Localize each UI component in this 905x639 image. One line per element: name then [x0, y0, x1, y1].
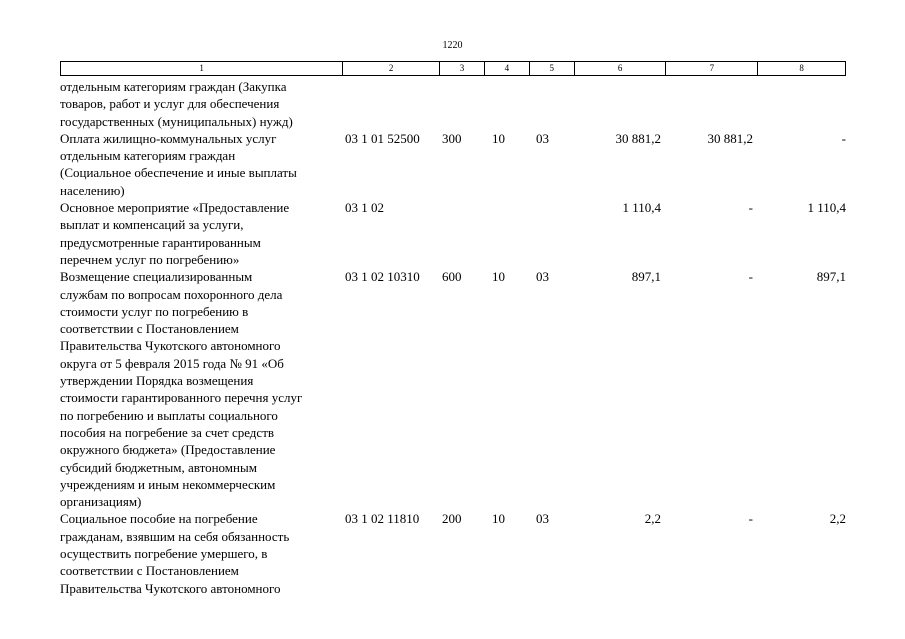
row-code: 03 1 02 10310	[345, 269, 420, 285]
row-rz: 10	[492, 269, 505, 285]
row-sum-7: -	[748, 511, 753, 527]
row-vr	[440, 199, 485, 268]
row-rz: 10	[492, 511, 505, 527]
row-sum-6	[575, 78, 667, 130]
row-sum-8: 897,1	[816, 269, 846, 285]
table-row	[60, 510, 846, 596]
row-code	[343, 78, 440, 130]
column-header-6: 6	[575, 62, 667, 75]
row-vr: 200	[442, 511, 462, 527]
row-sum-8: -	[841, 130, 846, 146]
row-code: 03 1 02	[345, 200, 384, 216]
row-code: 03 1 02 11810	[345, 511, 420, 527]
row-name: Возмещение специализированным службам по вопросам похоронного дела стоимости услуг по погребению в соответствии с Постановлением Правительства Чукотского автономного округа от 5 февраля 2015 года № 91 «Об утверждении Порядка возмещения стоимости гарантированного перечня услуг по погребению и выплаты социального пособия на погребение за счет средств окружного бюджета» (Предоставление субсидий бюджетным, автономным учреждениям и иным некоммерческим организациям)	[60, 269, 303, 510]
row-sum-6: 2,2	[644, 511, 661, 527]
row-rz	[485, 199, 530, 268]
row-sum-6: 30 881,2	[615, 130, 661, 146]
row-vr	[440, 78, 485, 130]
row-name: Социальное пособие на погребение гражданам, взявшим на себя обязанность осуществить погребение умершего, в соответствии с Постановлением Правительства Чукотского автономного	[60, 511, 290, 596]
row-sum-7	[667, 78, 759, 130]
table-body	[60, 78, 846, 597]
row-rz	[485, 78, 530, 130]
row-sum-6: 897,1	[631, 269, 661, 285]
table-row	[60, 78, 846, 130]
table-header-row	[60, 61, 846, 76]
row-sum-8	[759, 78, 846, 130]
row-sum-6: 1 110,4	[622, 200, 661, 216]
column-header-2: 2	[343, 62, 440, 75]
column-header-1: 1	[61, 62, 343, 75]
row-pr	[530, 78, 575, 130]
row-pr	[530, 199, 575, 268]
row-sum-8: 2,2	[829, 511, 846, 527]
row-code: 03 1 01 52500	[345, 130, 420, 146]
table-row	[60, 268, 846, 510]
row-name: Оплата жилищно-коммунальных услуг отдельным категориям граждан (Социальное обеспечение и иные выплаты населению)	[60, 130, 297, 198]
table-row	[60, 199, 846, 268]
row-pr: 03	[536, 269, 549, 285]
row-sum-7: 30 881,2	[707, 130, 753, 146]
column-header-3: 3	[440, 62, 485, 75]
row-pr: 03	[536, 511, 549, 527]
column-header-7: 7	[666, 62, 758, 75]
row-pr: 03	[536, 130, 549, 146]
row-vr: 300	[442, 130, 462, 146]
row-name: отдельным категориям граждан (Закупка товаров, работ и услуг для обеспечения государственных (муниципальных) нужд)	[60, 79, 293, 129]
column-header-8: 8	[799, 63, 804, 73]
row-name: Основное мероприятие «Предоставление выплат и компенсаций за услуги, предусмотренные гарантированным перечнем услуг по погребению»	[60, 200, 290, 267]
row-rz: 10	[492, 130, 505, 146]
row-vr: 600	[442, 269, 462, 285]
column-header-4: 4	[485, 62, 530, 75]
column-header-5: 5	[530, 62, 575, 75]
page-number: 1220	[442, 40, 463, 51]
table-row	[60, 130, 846, 199]
row-sum-7: -	[748, 200, 753, 216]
row-sum-8: 1 110,4	[807, 200, 846, 216]
row-sum-7: -	[748, 269, 753, 285]
